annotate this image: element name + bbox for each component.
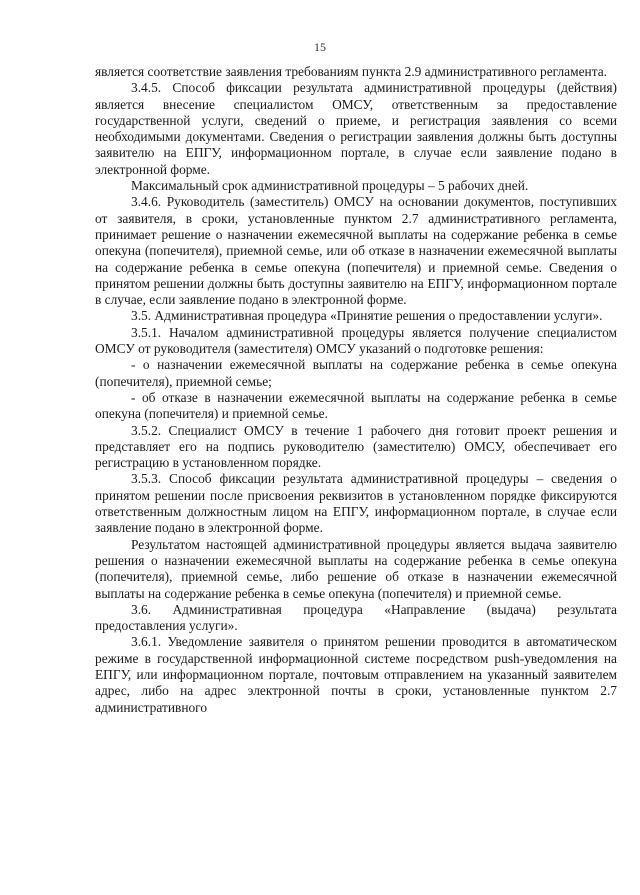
paragraph: 3.5.3. Способ фиксации результата административной процедуры – сведения о принятом решении после присвоения реквизитов в установленном порядке фиксируются ответственным должностным лицом на ЕПГУ, информационном портале, в случае если заявление подано в электронной форме.	[95, 471, 617, 536]
page-number: 15	[314, 40, 326, 54]
paragraph: 3.5.2. Специалист ОМСУ в течение 1 рабочего дня готовит проект решения и представляет его на подпись руководителю (заместителю) ОМСУ, обеспечивает его регистрацию в установленном порядке.	[95, 422, 617, 471]
paragraph: 3.6. Административная процедура «Направление (выдача) результата предоставления услуги».	[95, 601, 617, 634]
paragraph: 3.4.6. Руководитель (заместитель) ОМСУ на основании документов, поступивших от заявителя, в сроки, установленные пунктом 2.7 административного регламента, принимает решение о назначении ежемесячной выплаты на содержание ребенка в семье опекуна (попечителя), приемной семье, или об отказе в назначении ежемесячной выплаты на содержание ребенка в семье опекуна (попечителя) и приемной семье. Сведения о принятом решении должны быть доступны заявителю на ЕПГУ, информационном портале в случае, если заявление подано в электронной форме.	[95, 194, 617, 308]
paragraph: 3.5. Административная процедура «Принятие решения о предоставлении услуги».	[131, 308, 603, 324]
paragraph: 3.5.1. Началом административной процедуры является получение специалистом ОМСУ от руководителя (заместителя) ОМСУ указаний о подготовке решения:	[95, 324, 617, 357]
paragraph: 3.6.1. Уведомление заявителя о принятом решении проводится в автоматическом режиме в государственной информационной системе посредством push-уведомления на ЕПГУ, или информационном портале, почтовым отправлением на указанный заявителем адрес, либо на адрес электронной почты в сроки, установленные пунктом 2.7 административного	[95, 634, 617, 715]
paragraph: Результатом настоящей административной процедуры является выдача заявителю решения о назначении ежемесячной выплаты на содержание ребенка в семье опекуна (попечителя), приемной семье, либо решение об отказе в назначении ежемесячной выплаты на содержание ребенка в семье опекуна (попечителя) и приемной семье.	[95, 536, 617, 601]
paragraph: 3.4.5. Способ фиксации результата административной процедуры (действия) является внесение специалистом ОМСУ, ответственным за предоставление государственной услуги, сведений о приеме, и регистрация заявления со всеми необходимыми документами. Сведения о регистрации заявления должны быть доступны заявителю на ЕПГУ, информационном портале, в случае если заявление подано в электронной форме.	[95, 80, 617, 177]
paragraph: является соответствие заявления требованиям пункта 2.9 административного регламента.	[95, 64, 608, 79]
list-item: - об отказе в назначении ежемесячной выплаты на содержание ребенка в семье опекуна (попечителя) и приемной семье.	[95, 389, 617, 422]
document-body	[95, 64, 617, 716]
list-item: - о назначении ежемесячной выплаты на содержание ребенка в семье опекуна (попечителя), приемной семье;	[95, 357, 617, 389]
paragraph: Максимальный срок административной процедуры – 5 рабочих дней.	[131, 178, 529, 194]
